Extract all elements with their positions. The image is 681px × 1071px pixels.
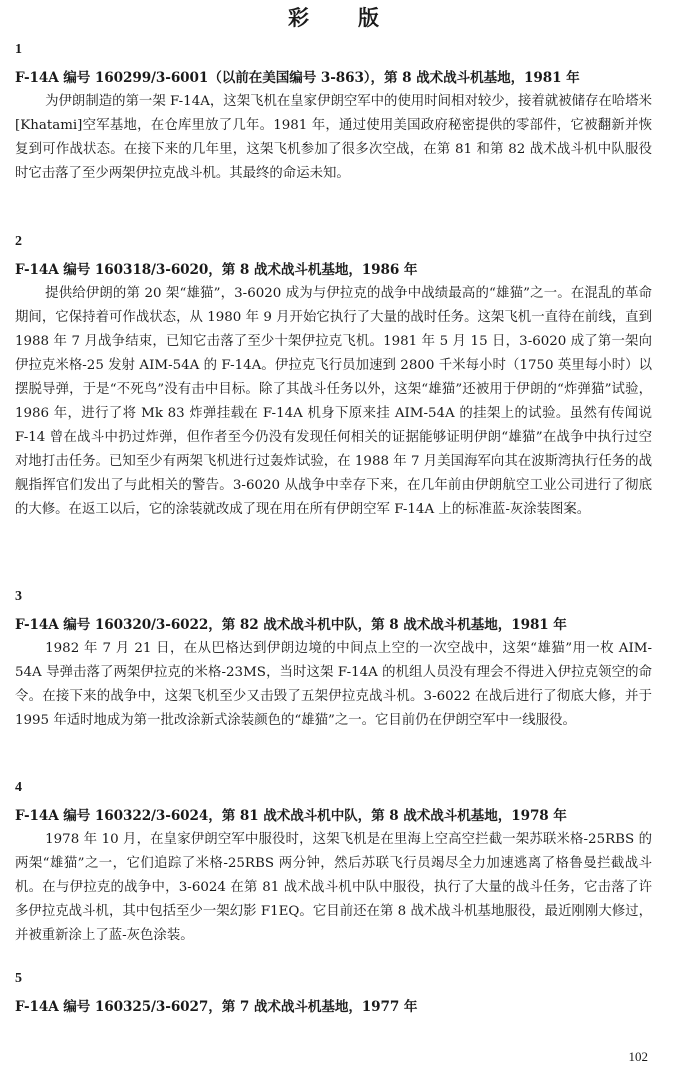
entry-body: 1978 年 10 月，在皇家伊朗空军中服役时，这架飞机是在里海上空高空拦截一架苏联米格-25RBS 的两架“雄猫”之一，它们追踪了米格-25RBS 两分钟，然后苏联飞行员竭尽全力加速逃离了格鲁曼拦截战斗机。在与伊拉克的战争中，3-6024 在第 81 战术战斗机中队中服役，执行了大量的战斗任务，它击落了许多伊拉克战斗机，其中包括至少一架幻影 F1EQ。它目前还在第 8 战术战斗机基地服役，最近刚刚大修过，并被重新涂上了蓝-灰色涂装。 — [15, 832, 652, 943]
entry-heading: F-14A 编号 160299/3-6001（以前在美国编号 3-863），第 8 战术战斗机基地，1981 年 — [15, 70, 580, 86]
entry-number: 5 — [15, 971, 22, 986]
entry-heading: F-14A 编号 160322/3-6024，第 81 战术战斗机中队，第 8 战术战斗机基地，1978 年 — [15, 808, 567, 824]
entry-number: 1 — [15, 42, 22, 57]
entry-heading: F-14A 编号 160320/3-6022，第 82 战术战斗机中队，第 8 战术战斗机基地，1981 年 — [15, 617, 567, 633]
entry-body: 为伊朗制造的第一架 F-14A，这架飞机在皇家伊朗空军中的使用时间相对较少，接着就被储存在哈塔米[Khatami]空军基地，在仓库里放了几年。1981 年，通过使用美国政府秘密提供的零部件，它被翻新并恢复到可作战状态。在接下来的几年里，这架飞机参加了很多次空战，在第 81 和第 82 战术战斗机中队服役时它击落了至少两架伊拉克战斗机。其最终的命运未知。 — [15, 94, 652, 181]
entry-number: 4 — [15, 780, 22, 795]
entry-body: 1982 年 7 月 21 日，在从巴格达到伊朗边境的中间点上空的一次空战中，这架“雄猫”用一枚 AIM-54A 导弹击落了两架伊拉克的米格-23MS，当时这架 F-14A 的机组人员没有理会不得进入伊拉克领空的命令。在接下来的战争中，这架飞机至少又击毁了五架伊拉克战斗机。3-6022 在战后进行了彻底大修，并于 1995 年适时地成为第一批改涂新式涂装颜色的“雄猫”之一。它目前仍在伊朗空军中一线服役。 — [15, 641, 652, 728]
entry-body: 提供给伊朗的第 20 架“雄猫”，3-6020 成为与伊拉克的战争中战绩最高的“雄猫”之一。在混乱的革命期间，它保持着可作战状态，从 1980 年 9 月开始它执行了大量的战时任务。这架飞机一直待在前线，直到 1988 年 7 月战争结束，已知它击落了至少十架伊拉克飞机。1981 年 5 月 15 日，3-6020 成了第一架向伊拉克米格-25 发射 AIM-54A 的 F-14A。伊拉克飞行员加速到 2800 千米每小时（1750 英里每小时）以摆脱导弹，于是“不死鸟”没有击中目标。除了其战斗任务以外，这架“雄猫”还被用于伊朗的“炸弹猫”试验，1986 年，进行了将 Mk 83 炸弹挂载在 F-14A 机身下原来挂 AIM-54A 的挂架上的试验。虽然有传闻说 F-14 曾在战斗中扔过炸弹，但作者至今仍没有发现任何相关的证据能够证明伊朗“雄猫”在战争中执行过空对地打击任务。已知至少有两架飞机进行过轰炸试验，在 1988 年 7 月美国海军向其在波斯湾执行任务的战舰指挥官们发出了与此相关的警告。3-6020 从战争中幸存下来，在几年前由伊朗航空工业公司进行了彻底的大修。在返工以后，它的涂装就改成了现在用在所有伊朗空军 F-14A 上的标准蓝-灰涂装图案。 — [15, 286, 652, 517]
page-number: 102 — [628, 1049, 648, 1064]
page-title: 彩 版 — [288, 5, 393, 30]
entry-number: 2 — [15, 234, 22, 249]
entry-heading: F-14A 编号 160318/3-6020，第 8 战术战斗机基地，1986 年 — [15, 262, 418, 278]
entry-heading: F-14A 编号 160325/3-6027，第 7 战术战斗机基地，1977 年 — [15, 999, 418, 1015]
entry-number: 3 — [15, 589, 22, 604]
